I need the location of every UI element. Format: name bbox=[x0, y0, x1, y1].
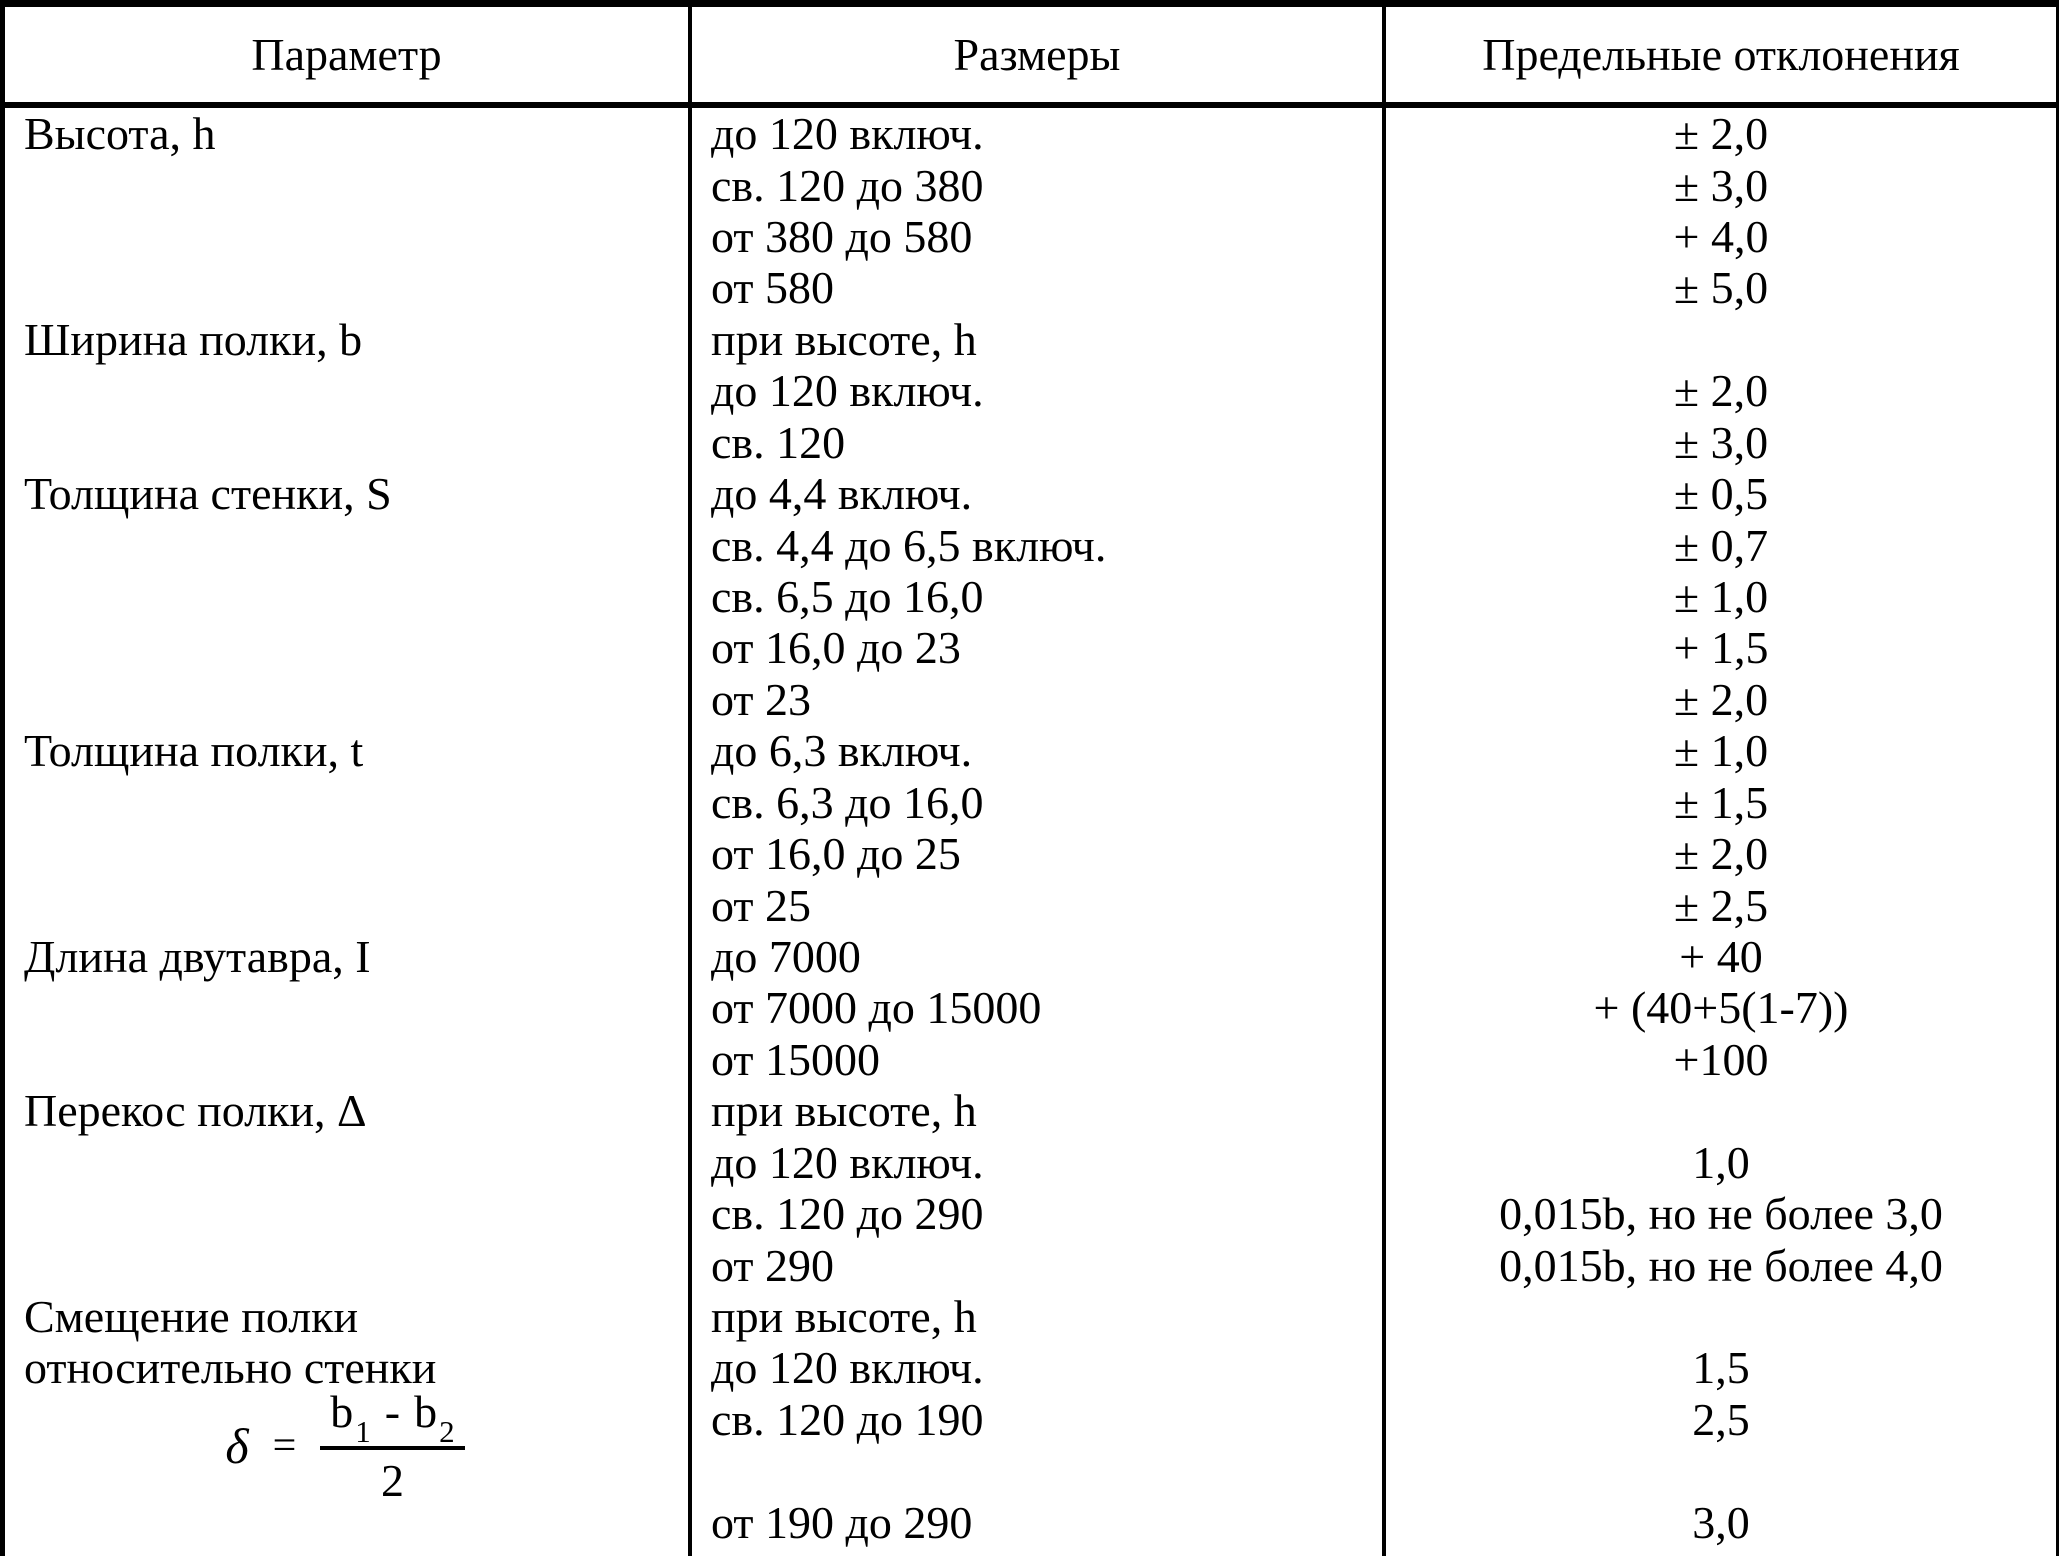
size-range-cell: до 4,4 включ. bbox=[711, 468, 973, 520]
parameter-label: Смещение полки bbox=[24, 1290, 359, 1342]
parameter-label: Ширина полки, b bbox=[24, 313, 363, 365]
deviation-value-cell: + 1,5 bbox=[1673, 622, 1769, 674]
column-header-sizes: Размеры bbox=[688, 7, 1386, 102]
numerator-b1: b bbox=[330, 1386, 354, 1437]
column-header-deviations: Предельные отклонения bbox=[1482, 29, 1960, 80]
deviation-value-cell: + (40+5(1-7)) bbox=[1593, 982, 1849, 1034]
deviations-column bbox=[1386, 108, 2056, 1556]
deviation-value-cell: ± 2,0 bbox=[1673, 673, 1769, 725]
deviation-value-cell: ± 0,7 bbox=[1673, 519, 1769, 571]
size-range-cell: от 290 bbox=[711, 1239, 834, 1291]
deviation-value-cell: ± 5,0 bbox=[1673, 262, 1769, 314]
deviation-value-cell: ± 1,0 bbox=[1673, 571, 1769, 623]
parameter-label: Высота, h bbox=[24, 108, 216, 160]
sizes-column bbox=[688, 108, 1386, 1556]
deviation-value-cell bbox=[1386, 1085, 2056, 1136]
deviation-value-cell bbox=[1386, 314, 2056, 365]
minus-sign: - bbox=[384, 1386, 401, 1437]
size-range-cell: при высоте, h bbox=[711, 1085, 977, 1137]
deviation-value-cell: ± 2,0 bbox=[1673, 365, 1769, 417]
size-range-cell: св. 120 до 380 bbox=[711, 159, 984, 211]
table-header-row bbox=[5, 7, 2056, 108]
parameter-label bbox=[5, 674, 688, 725]
parameter-label bbox=[5, 262, 688, 313]
deviation-value-cell: 2,5 bbox=[1692, 1393, 1750, 1445]
deviation-value-cell: 0,015b, но не более 4,0 bbox=[1499, 1239, 1943, 1291]
deviation-value-cell: + 40 bbox=[1679, 930, 1763, 982]
fraction-numerator bbox=[320, 1385, 464, 1450]
offset-formula bbox=[5, 1385, 685, 1507]
deviation-value-cell: 3,0 bbox=[1692, 1496, 1750, 1548]
deviation-value-cell bbox=[1386, 1291, 2056, 1342]
size-range-cell: до 120 включ. bbox=[711, 108, 984, 160]
size-range-cell: от 23 bbox=[711, 673, 811, 725]
delta-symbol: δ bbox=[225, 1418, 249, 1474]
deviation-value-cell: ± 2,0 bbox=[1673, 828, 1769, 880]
numerator-b2: b bbox=[414, 1386, 438, 1437]
parameter-label bbox=[5, 1239, 688, 1290]
size-range-cell: св. 120 до 190 bbox=[711, 1393, 984, 1445]
fraction-denominator: 2 bbox=[380, 1455, 404, 1506]
parameter-label bbox=[5, 1136, 688, 1187]
size-range-cell: св. 120 bbox=[711, 416, 846, 468]
column-header-parameter: Параметр bbox=[251, 29, 442, 80]
size-range-cell: от 25 bbox=[711, 879, 811, 931]
parameter-label bbox=[5, 519, 688, 570]
parameter-label bbox=[5, 1188, 688, 1239]
parameter-label: Толщина стенки, S bbox=[24, 468, 392, 520]
size-range-cell: при высоте, h bbox=[711, 313, 977, 365]
deviation-value-cell: ± 2,5 bbox=[1673, 879, 1769, 931]
deviation-value-cell: + 4,0 bbox=[1673, 211, 1769, 263]
parameter-label bbox=[5, 571, 688, 622]
size-range-cell: от 16,0 до 23 bbox=[711, 622, 961, 674]
parameter-label bbox=[5, 982, 688, 1033]
size-range-cell: до 6,3 включ. bbox=[711, 725, 973, 777]
deviation-value-cell bbox=[1386, 1445, 2056, 1496]
size-range-cell: от 15000 bbox=[711, 1033, 880, 1085]
size-range-cell: от 580 bbox=[711, 262, 834, 314]
parameter-label bbox=[5, 159, 688, 210]
parameter-label: Длина двутавра, I bbox=[24, 930, 371, 982]
deviation-value-cell: ± 1,0 bbox=[1673, 725, 1769, 777]
parameter-label: Перекос полки, Δ bbox=[24, 1085, 367, 1137]
size-range-cell: от 190 до 290 bbox=[711, 1496, 973, 1548]
parameter-label bbox=[5, 1034, 688, 1085]
size-range-cell: от 7000 до 15000 bbox=[711, 982, 1042, 1034]
parameter-label bbox=[5, 879, 688, 930]
numerator-b2-subscript: 2 bbox=[439, 1414, 455, 1449]
deviation-value-cell: 1,0 bbox=[1692, 1136, 1750, 1188]
size-range-cell: от 16,0 до 25 bbox=[711, 828, 961, 880]
deviation-value-cell: ± 2,0 bbox=[1673, 108, 1769, 160]
parameter-label bbox=[5, 622, 688, 673]
numerator-b1-subscript: 1 bbox=[355, 1414, 371, 1449]
size-range-cell: св. 6,3 до 16,0 bbox=[711, 776, 984, 828]
parameter-label bbox=[5, 365, 688, 416]
fraction bbox=[320, 1385, 464, 1507]
parameter-label bbox=[5, 417, 688, 468]
deviation-value-cell: ± 3,0 bbox=[1673, 159, 1769, 211]
size-range-cell bbox=[692, 1445, 1382, 1496]
size-range-cell: св. 6,5 до 16,0 bbox=[711, 571, 984, 623]
parameter-label: Толщина полки, t bbox=[24, 725, 364, 777]
table-body bbox=[5, 108, 2056, 1556]
deviation-value-cell: 1,5 bbox=[1692, 1342, 1750, 1394]
equals-sign: = bbox=[272, 1423, 297, 1469]
parameter-label: относительно стенки bbox=[24, 1342, 437, 1394]
size-range-cell: до 120 включ. bbox=[711, 1342, 984, 1394]
deviation-value-cell: 0,015b, но не более 3,0 bbox=[1499, 1188, 1943, 1240]
parameter-label bbox=[5, 828, 688, 879]
deviation-value-cell: ± 1,5 bbox=[1673, 776, 1769, 828]
size-range-cell: при высоте, h bbox=[711, 1290, 977, 1342]
parameter-label bbox=[5, 776, 688, 827]
deviation-value-cell: +100 bbox=[1673, 1033, 1769, 1085]
size-range-cell: до 7000 bbox=[711, 930, 861, 982]
deviation-value-cell: ± 3,0 bbox=[1673, 416, 1769, 468]
parameter-label bbox=[5, 211, 688, 262]
size-range-cell: от 380 до 580 bbox=[711, 211, 973, 263]
size-range-cell: св. 120 до 290 bbox=[711, 1188, 984, 1240]
deviation-value-cell: ± 0,5 bbox=[1673, 468, 1769, 520]
size-range-cell: до 120 включ. bbox=[711, 365, 984, 417]
parameter-column bbox=[5, 108, 688, 1556]
size-range-cell: св. 4,4 до 6,5 включ. bbox=[711, 519, 1107, 571]
size-range-cell: до 120 включ. bbox=[711, 1136, 984, 1188]
